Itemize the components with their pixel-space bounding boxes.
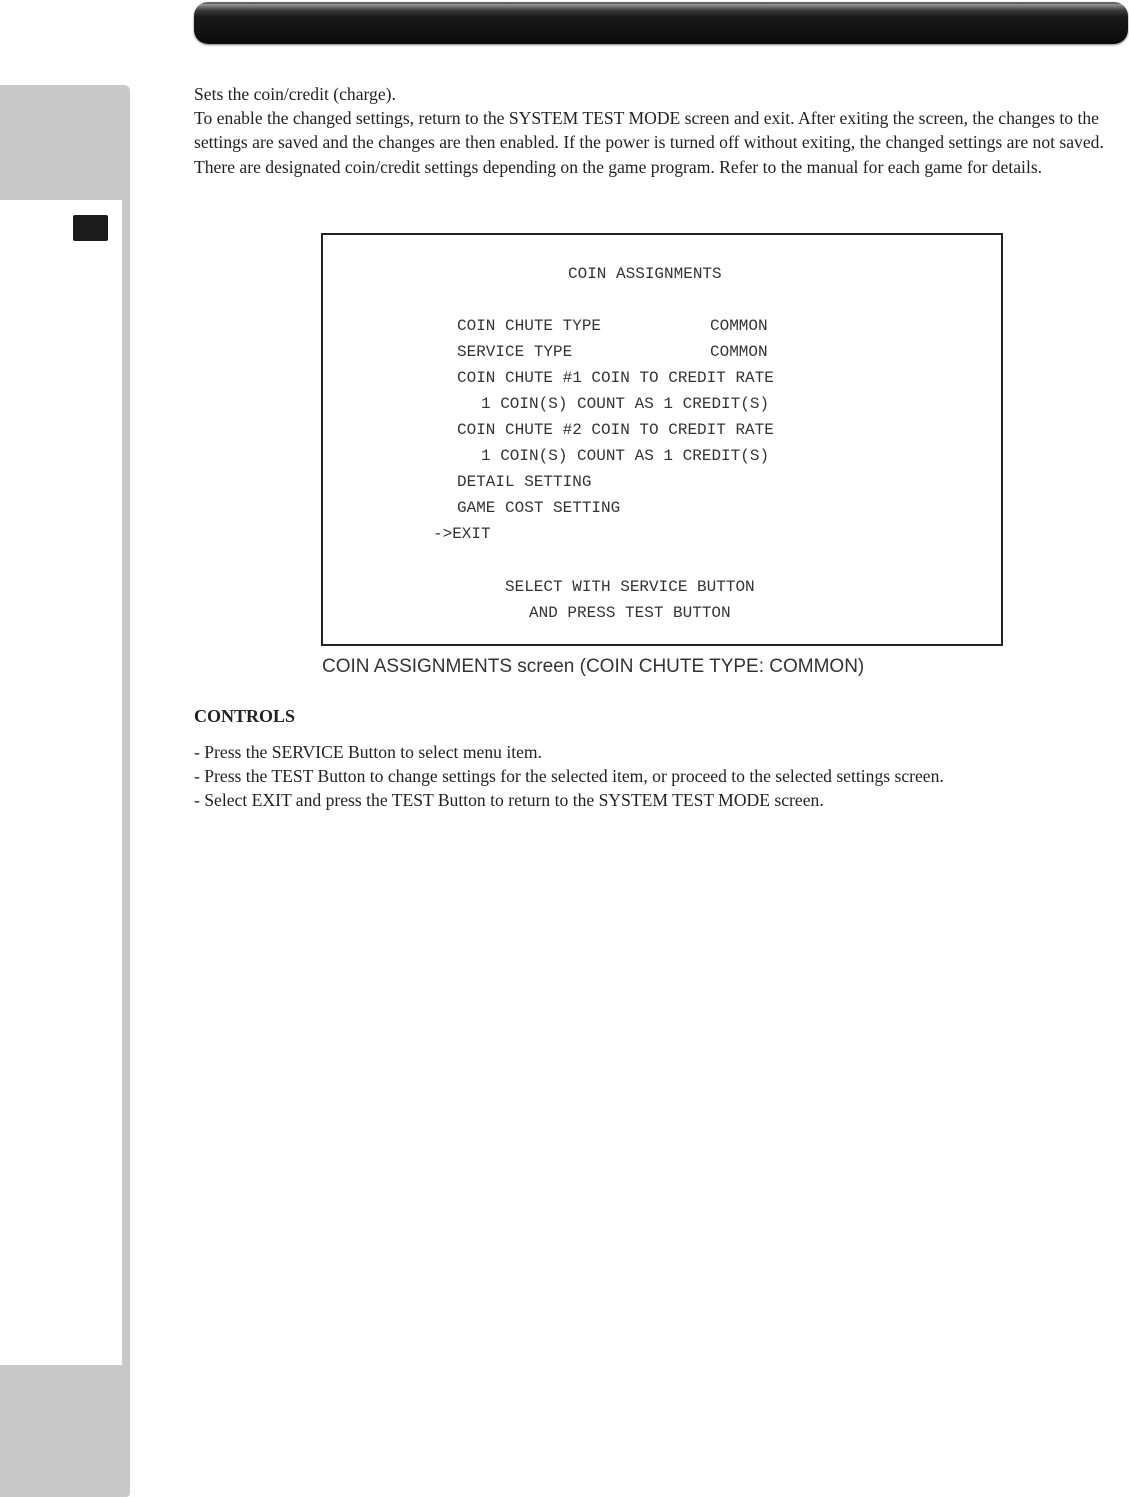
header-bar [194,2,1128,44]
controls-list [194,740,1114,813]
chute1-rate-label: COIN CHUTE #1 COIN TO CREDIT RATE [457,369,774,387]
screen-footer-line-1: SELECT WITH SERVICE BUTTON [505,578,755,596]
figure-caption: COIN ASSIGNMENTS screen (COIN CHUTE TYPE: COMMON) [322,656,865,677]
chute1-rate-value: 1 COIN(S) COUNT AS 1 CREDIT(S) [481,395,770,413]
service-type-value: COMMON [710,343,768,361]
intro-paragraph-1: Sets the coin/credit (charge). [194,84,396,104]
coin-chute-type-value: COMMON [710,317,768,335]
controls-item: - Press the SERVICE Button to select menu item. [194,742,542,762]
intro-paragraph-2: To enable the changed settings, return to the SYSTEM TEST MODE screen and exit. After exiting the screen, the changes to the settings are saved and the changes are then enabled. If the power is turned off without exiting, the changed settings are not saved. [194,108,1104,153]
service-type-label: SERVICE TYPE [457,343,573,361]
side-tab-top [0,85,130,200]
screen-footer-line-2: AND PRESS TEST BUTTON [529,604,731,622]
controls-item: - Press the TEST Button to change settings for the selected item, or proceed to the selected settings screen. [194,766,944,787]
controls-heading: CONTROLS [194,706,296,726]
side-strip [122,200,130,1365]
chute2-rate-label: COIN CHUTE #2 COIN TO CREDIT RATE [457,421,774,439]
chute2-rate-value: 1 COIN(S) COUNT AS 1 CREDIT(S) [481,447,770,465]
side-tab-middle [0,200,122,1365]
coin-chute-type-label: COIN CHUTE TYPE [457,317,602,335]
intro-text [194,82,1114,179]
intro-paragraph-3: There are designated coin/credit settings depending on the game program. Refer to the manual for each game for details. [194,156,1043,177]
side-tab-bottom [0,1365,130,1497]
section-marker [73,215,108,241]
controls-item: - Select EXIT and press the TEST Button to return to the SYSTEM TEST MODE screen. [194,790,824,811]
coin-assignments-screen [321,233,1003,646]
game-cost-setting-item: GAME COST SETTING [457,499,621,517]
exit-item: ->EXIT [433,525,491,543]
screen-title: COIN ASSIGNMENTS [568,265,722,283]
detail-setting-item: DETAIL SETTING [457,473,592,491]
